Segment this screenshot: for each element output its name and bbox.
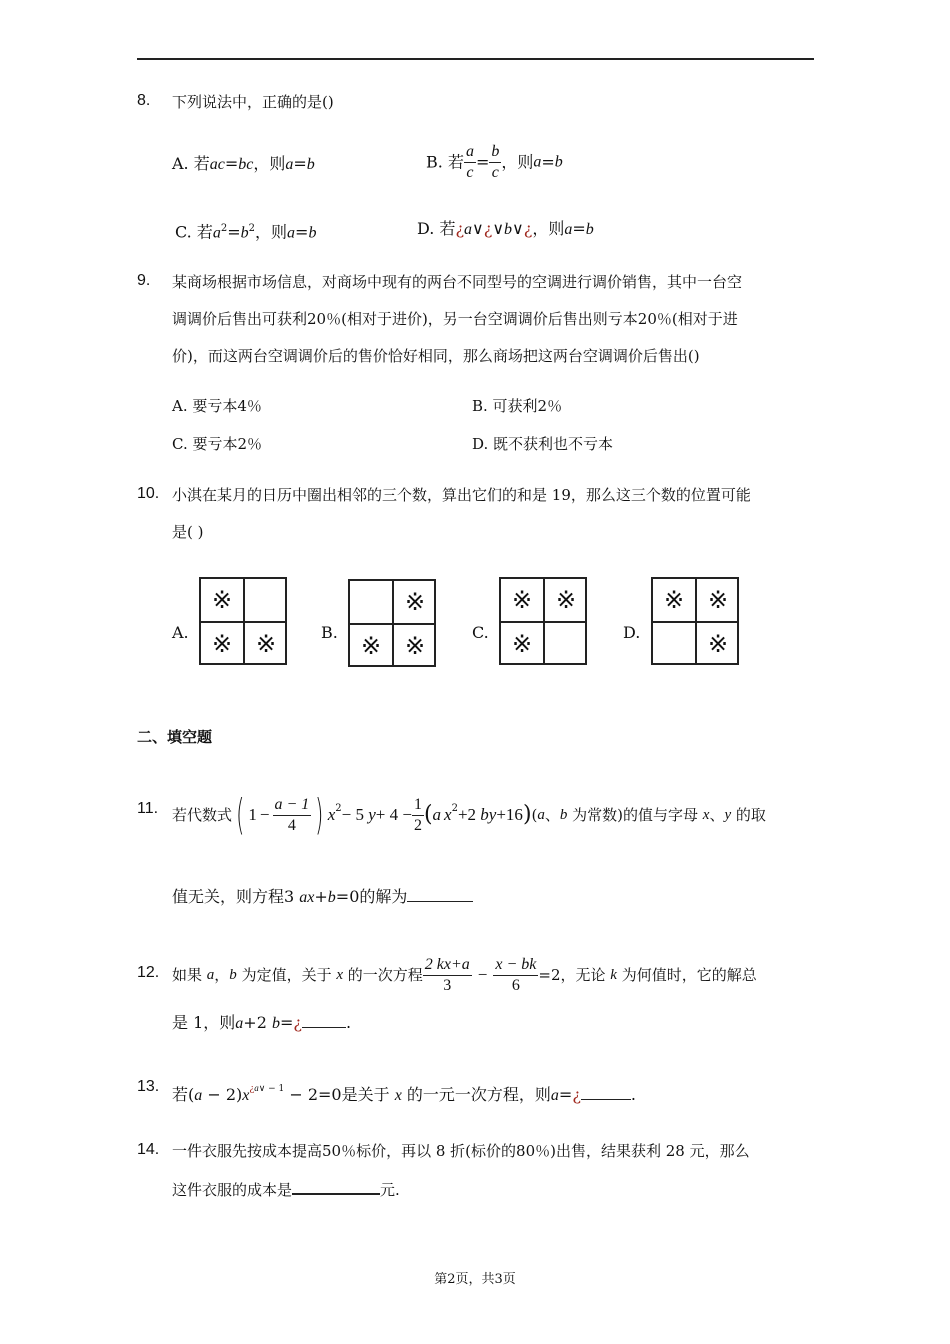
- q8-option-c[interactable]: C. 若$a^2=b^2$，则a=b: [175, 222, 317, 242]
- section-heading-fill-in: 二、填空题: [137, 728, 213, 746]
- mark-icon: ※: [255, 630, 277, 658]
- mark-icon: ※: [707, 586, 729, 614]
- mark-icon: ※: [404, 632, 426, 660]
- page-footer: 第2页，共3页: [434, 1272, 516, 1287]
- q14-line-2: 这件衣服的成本是 元.: [172, 1181, 400, 1199]
- q8-option-b[interactable]: B. 若 $\frac{a}{c}$ = $\frac{b}{c}$ ，则a=b: [426, 143, 563, 181]
- q10-option-c-label[interactable]: C.: [472, 623, 489, 642]
- q9-line-2: 调调价后售出可获利20％(相对于进价)，另一台空调调价后售出则亏本20％(相对于进: [172, 310, 738, 328]
- mark-icon: ※: [707, 630, 729, 658]
- q13-answer-blank[interactable]: [581, 1085, 631, 1100]
- q9-option-d[interactable]: D. 既不获利也不亏本: [472, 435, 614, 453]
- q10-line-2: 是( ): [172, 523, 204, 541]
- q10-option-d-label[interactable]: D.: [623, 623, 641, 642]
- q13-line: 若$(a - 2)x^{¿a\vee - 1} - 2=0$是关于 x 的一元一次方程，则a=¿ .: [172, 1083, 636, 1104]
- q8-b-fraction-1: $\frac{a}{c}$: [465, 143, 474, 181]
- q9-number: 9.: [137, 272, 151, 289]
- q9-line-3: 价)，而这两台空调调价后的售价恰好相同，那么商场把这两台空调调价后售出(): [172, 347, 700, 365]
- q8-b-fraction-2: $\frac{b}{c}$: [491, 143, 500, 181]
- q11-answer-blank[interactable]: [407, 887, 473, 902]
- q11-line-2: 值无关，则方程3 ax+b=0的解为: [172, 887, 473, 908]
- q10-option-d-grid[interactable]: [651, 577, 739, 665]
- top-rule: [137, 58, 814, 60]
- mark-icon: ※: [511, 630, 533, 658]
- q12-line-1: 如果 a，b 为定值，关于 x 的一次方程 $\frac{2 kx+a}{3}$ − $\frac{x - bk}{6}$ =2，无论 k 为何值时，它的解总: [172, 955, 757, 994]
- q12-number: 12.: [137, 964, 160, 981]
- mark-icon: ※: [211, 630, 233, 658]
- q11-number: 11.: [137, 800, 159, 817]
- q8-option-a[interactable]: A. 若ac=bc，则a=b: [172, 154, 315, 173]
- q10-option-a-grid[interactable]: [199, 577, 287, 665]
- q10-option-b-grid[interactable]: [348, 579, 436, 667]
- q13-number: 13.: [137, 1078, 160, 1095]
- q10-option-a-label[interactable]: A.: [172, 623, 189, 642]
- q12-fraction-2: $\frac{x - bk}{6}$: [495, 955, 537, 994]
- q9-option-b[interactable]: B. 可获利2％: [472, 397, 563, 415]
- mark-icon: ※: [360, 632, 382, 660]
- q9-line-1: 某商场根据市场信息，对商场中现有的两台不同型号的空调进行调价销售，其中一台空: [172, 273, 743, 291]
- q12-line-2: 是 1，则a+2 b=¿ .: [172, 1013, 352, 1032]
- q10-line-1: 小淇在某月的日历中圈出相邻的三个数，算出它们的和是 19，那么这三个数的位置可能: [172, 486, 751, 504]
- q11-half-fraction: $\frac{1}{2}$: [413, 795, 422, 834]
- q14-answer-blank[interactable]: [292, 1179, 380, 1195]
- q10-number: 10.: [137, 485, 160, 502]
- q9-option-a[interactable]: A. 要亏本4％: [172, 397, 262, 415]
- q9-option-c[interactable]: C. 要亏本2％: [172, 435, 263, 453]
- mark-icon: ※: [663, 586, 685, 614]
- q8-option-d[interactable]: D. 若¿a∨¿∨b∨¿，则a=b: [417, 219, 594, 238]
- q8-number: 8.: [137, 92, 151, 109]
- q14-number: 14.: [137, 1141, 160, 1158]
- q11-fraction: $\frac{a - 1}{4}$: [274, 795, 310, 834]
- mark-icon: ※: [555, 586, 577, 614]
- q12-answer-blank[interactable]: [302, 1013, 346, 1028]
- q12-fraction-1: $\frac{2 kx+a}{3}$: [424, 955, 470, 994]
- mark-icon: ※: [404, 588, 426, 616]
- q10-option-b-label[interactable]: B.: [321, 623, 338, 642]
- q10-option-c-grid[interactable]: [499, 577, 587, 665]
- q14-line-1: 一件衣服先按成本提高50％标价，再以 8 折(标价的80％)出售，结果获利 28 元，那么: [172, 1142, 750, 1160]
- q11-line-1: 若代数式( 1 − $\frac{a - 1}{4}$ ) $x^2- 5$ y+ 4 − $\frac{1}{2}$ (a $x^2+2$ by+16)(a、b 为常数)的值与字母 x、y 的取: [172, 790, 766, 839]
- mark-icon: ※: [511, 586, 533, 614]
- mark-icon: ※: [211, 586, 233, 614]
- q8-stem: 下列说法中，正确的是(): [172, 93, 334, 111]
